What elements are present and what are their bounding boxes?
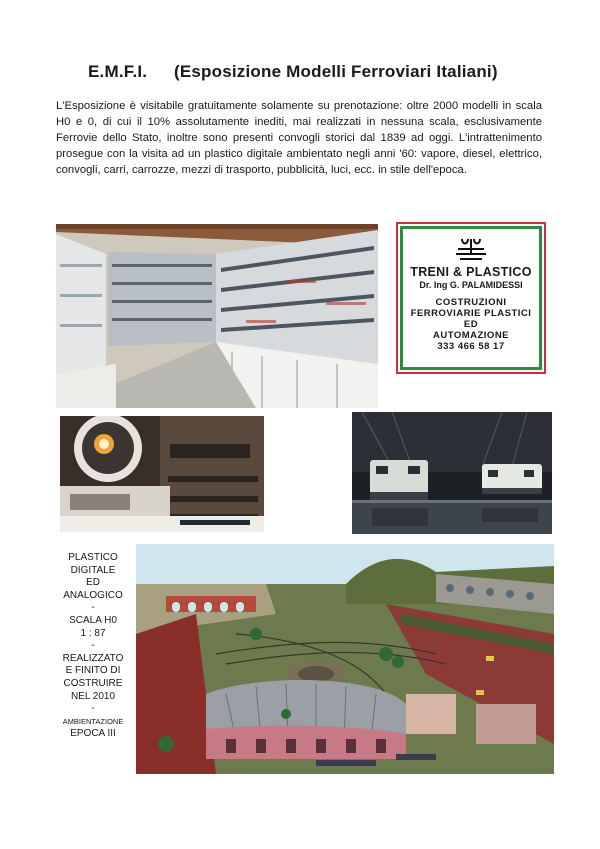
service-line: ED (463, 319, 479, 330)
model-railway-layout-photo (136, 544, 554, 774)
caption-line: COSTRUIRE (63, 677, 123, 689)
caption-separator: - (91, 602, 95, 614)
caption-separator: - (91, 703, 95, 715)
service-line: COSTRUZIONI (435, 297, 507, 308)
brand-acronym: E.M.F.I. (88, 62, 148, 81)
caption-line: SCALA H0 (69, 614, 117, 626)
rail-symbol-icon (454, 237, 488, 261)
business-card (396, 222, 546, 374)
caption-line: EPOCA III (70, 728, 116, 740)
caption-line: PLASTICO (68, 552, 118, 563)
caption-line: NEL 2010 (70, 690, 116, 702)
caption-line: ANALOGICO (63, 589, 123, 601)
caption-line: REALIZZATO (62, 652, 124, 664)
caption-separator: - (91, 640, 95, 652)
phone-number: 333 466 58 17 (437, 341, 505, 352)
exhibition-hall-photo (56, 224, 378, 408)
service-line: AUTOMAZIONE (432, 330, 510, 341)
caption-line: E FINITO DI (65, 665, 121, 677)
signal-models-photo (60, 416, 264, 532)
caption-line-small: AMBIENTAZIONE (62, 716, 124, 726)
person-name: Dr. Ing G. PALAMIDESSI (419, 280, 523, 290)
layout-caption (58, 552, 128, 741)
caption-line: ED (86, 577, 100, 589)
brand-full-name: (Esposizione Modelli Ferroviari Italiani) (174, 62, 498, 81)
company-name: TRENI & PLASTICO (410, 265, 532, 279)
page-title (88, 62, 498, 82)
caption-line: 1 : 87 (80, 627, 106, 639)
intro-paragraph: L'Esposizione è visitabile gratuitamente solamente su prenotazione: oltre 2000 modelli in scala H0 e 0, di cui il 10% assolutamente inediti, mai realizzati in nessuna scala, esclusivamente Ferrovie dello Stato, inoltre sono presenti convogli storici dal 1839 ad oggi. L'intrattenimento prosegue con la visita ad un plastico digitale ambientato negli anni '60: vapore, diesel, elettrico, convogli, carri, carrozze, mezzi di trasporto, pubblicità, luci, ecc. in stile dell'epoca. (56, 100, 542, 176)
locomotives-photo (352, 412, 552, 534)
caption-line: DIGITALE (70, 564, 116, 576)
service-line: FERROVIARIE PLASTICI (410, 308, 532, 319)
